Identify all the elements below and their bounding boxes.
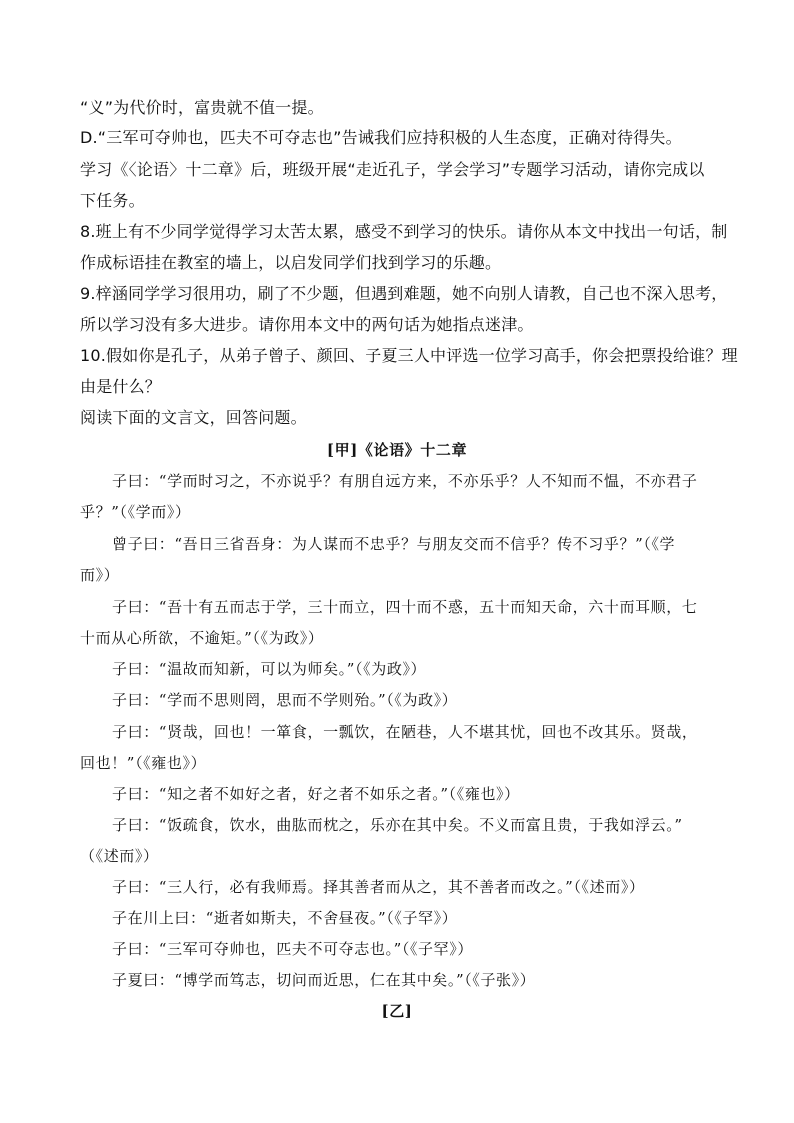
- analects-3-line-1: 子曰：“吾十有五而志于学，三十而立，四十而不惑，五十而知天命，六十而耳顺，七: [112, 598, 698, 616]
- analects-4: 子曰：“温故而知新，可以为师矣。”（《为政》）: [112, 660, 427, 678]
- question-8-line-1: 8.班上有不少同学觉得学习太苦太累，感受不到学习的快乐。请你从本文中找出一句话，制: [80, 222, 728, 241]
- analects-6-line-1: 子曰：“贤哉，回也！一箪食，一瓢饮，在陋巷，人不堪其忧，回也不改其乐。贤哉，: [112, 723, 698, 741]
- analects-12: 子夏曰：“博学而笃志，切问而近思，仁在其中矣。”（《子张》）: [112, 971, 536, 989]
- analects-10: 子在川上曰：“逝者如斯夫，不舍昼夜。”（《子罕》）: [112, 909, 458, 927]
- analects-1-line-2: 乎？”（《学而》）: [80, 503, 191, 521]
- analects-8-line-1: 子曰：“饭疏食，饮水，曲肱而枕之，乐亦在其中矣。不义而富且贵，于我如浮云。”: [112, 816, 683, 834]
- activity-intro-line-2: 下任务。: [80, 191, 145, 210]
- analects-3-line-2: 十而从心所欲，不逾矩。”（《为政》）: [80, 629, 324, 647]
- reading-instruction: 阅读下面的文言文，回答问题。: [80, 408, 307, 427]
- analects-6-line-2: 回也！”（《雍也》）: [80, 754, 207, 772]
- question-10-line-2: 由是什么？: [80, 377, 162, 396]
- option-c-continuation: “义”为代价时，富贵就不值一提。: [80, 98, 324, 117]
- passage-jia-title: [甲]《论语》十二章: [326, 441, 468, 459]
- analects-11: 子曰：“三军可夺帅也，匹夫不可夺志也。”（《子罕》）: [112, 940, 473, 958]
- question-10-line-1: 10.假如你是孔子，从弟子曾子、颜回、子夏三人中评选一位学习高手，你会把票投给谁？理: [80, 346, 738, 365]
- analects-9: 子曰：“三人行，必有我师焉。择其善者而从之，其不善者而改之。”（《述而》）: [112, 878, 645, 896]
- question-9-line-1: 9.梓涵同学学习很用功，刷了不少题，但遇到难题，她不向别人请教，自己也不深入思考，: [80, 284, 728, 303]
- analects-2-line-2: 而》）: [80, 566, 120, 584]
- analects-5: 子曰：“学而不思则罔，思而不学则殆。”（《为政》）: [112, 691, 458, 709]
- analects-2-line-1: 曾子曰：“吾日三省吾身：为人谋而不忠乎？与朋友交而不信乎？传不习乎？”（《学: [112, 535, 676, 553]
- analects-1-line-1: 子曰：“学而时习之，不亦说乎？有朋自远方来，不亦乐乎？人不知而不愠，不亦君子: [112, 472, 698, 490]
- option-d: D.“三军可夺帅也，匹夫不可夺志也”告诫我们应持积极的人生态度，正确对待得失。: [80, 128, 682, 147]
- question-8-line-2: 作成标语挂在教室的墙上，以启发同学们找到学习的乐趣。: [80, 253, 502, 272]
- passage-yi-title: [乙]: [381, 1002, 413, 1020]
- analects-8-line-2: （《述而》）: [80, 847, 159, 865]
- activity-intro-line-1: 学习《〈论语〉十二章》后，班级开展“走近孔子，学会学习”专题学习活动，请你完成以: [80, 160, 705, 179]
- question-9-line-2: 所以学习没有多大进步。请你用本文中的两句话为她指点迷津。: [80, 315, 534, 334]
- analects-7: 子曰：“知之者不如好之者，好之者不如乐之者。”（《雍也》）: [112, 785, 520, 803]
